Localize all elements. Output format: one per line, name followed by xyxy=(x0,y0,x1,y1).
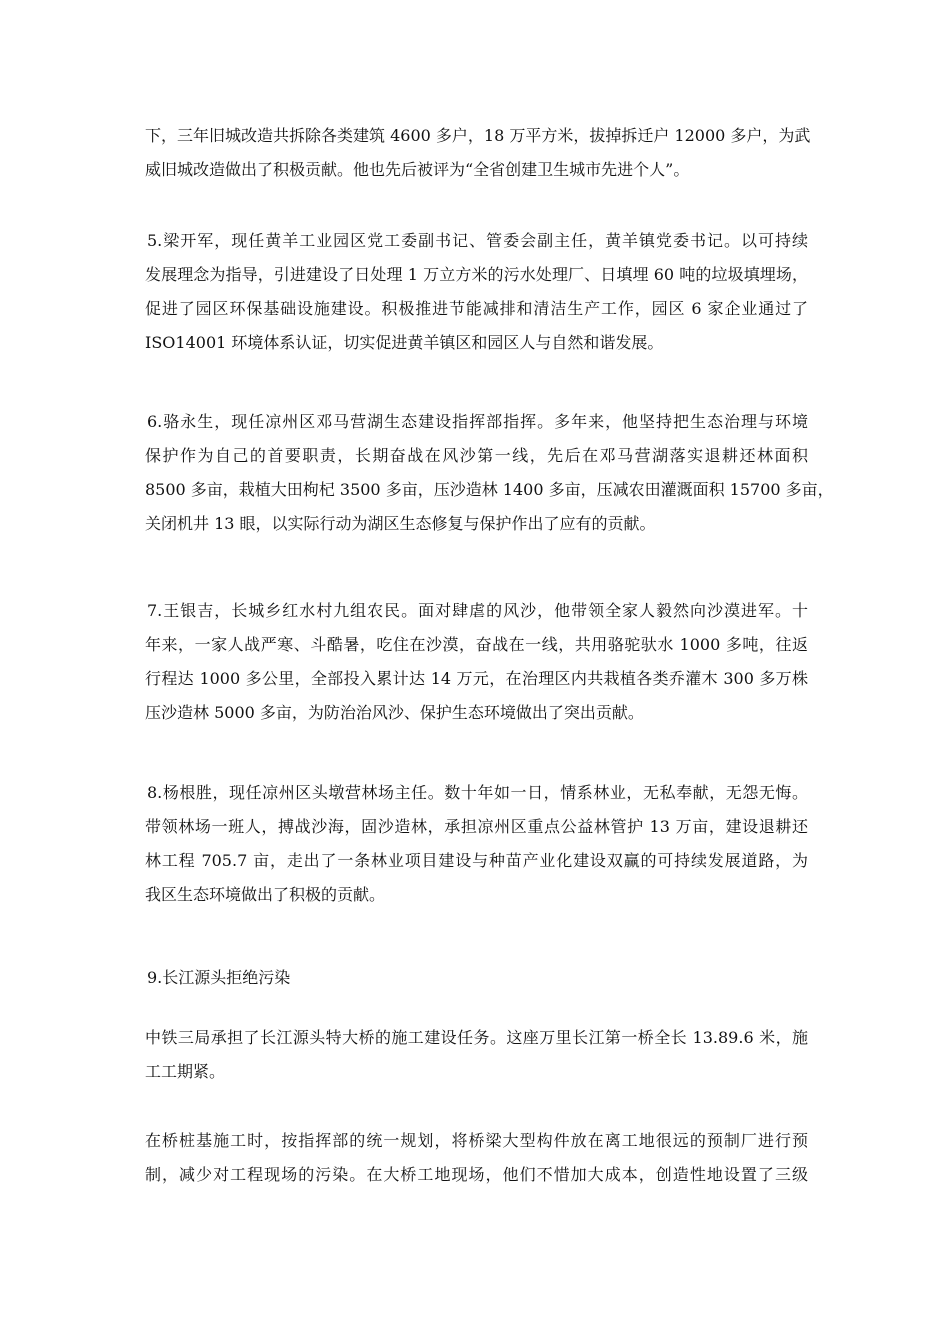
text-line: 中铁三局承担了长江源头特大桥的施工建设任务。这座万里长江第一桥全长 13.89.6 米，施 xyxy=(145,1028,808,1047)
paragraph-luo-yongsheng xyxy=(145,405,834,541)
text-line: 工工期紧。 xyxy=(145,1062,226,1081)
text-line: 促进了园区环保基础设施建设。积极推进节能减排和清洁生产工作，园区 6 家企业通过了 xyxy=(145,299,808,318)
text-line: 保护作为自己的首要职责，长期奋战在风沙第一线，先后在邓马营湖落实退耕还林面积 xyxy=(145,446,808,465)
text-line: 林工程 705.7 亩，走出了一条林业项目建设与种苗产业化建设双赢的可持续发展道路，为 xyxy=(145,851,808,870)
text-line: 下，三年旧城改造共拆除各类建筑 4600 多户，18 万平方米，拔掉拆迁户 12000 多户，为武 xyxy=(145,126,811,145)
paragraph-bridge-construction xyxy=(145,1021,808,1089)
paragraph-wang-yinji xyxy=(145,594,808,730)
text-line: 带领林场一班人，搏战沙海，固沙造林，承担凉州区重点公益林管护 13 万亩，建设退耕还 xyxy=(145,817,808,836)
text-line: 6.骆永生，现任凉州区邓马营湖生态建设指挥部指挥。多年来，他坚持把生态治理与环境 xyxy=(147,412,808,431)
text-line: 7.王银吉，长城乡红水村九组农民。面对肆虐的风沙，他带领全家人毅然向沙漠进军。十 xyxy=(147,601,808,620)
text-line: 8500 多亩，栽植大田枸杞 3500 多亩，压沙造林 1400 多亩，压减农田灌溉面积 15700 多亩， xyxy=(145,480,834,499)
text-line: 8.杨根胜，现任凉州区头墩营林场主任。数十年如一日，情系林业，无私奉献，无怨无悔。 xyxy=(147,783,808,802)
text-line: 发展理念为指导，引进建设了日处理 1 万立方米的污水处理厂、日填埋 60 吨的垃圾填埋场， xyxy=(145,265,808,284)
paragraph-old-city-renovation xyxy=(145,119,811,187)
text-line: 年来，一家人战严寒、斗酷暑，吃住在沙漠，奋战在一线，共用骆驼驮水 1000 多吨，往返 xyxy=(145,635,808,654)
text-line: 在桥桩基施工时，按指挥部的统一规划，将桥梁大型构件放在离工地很远的预制厂进行预 xyxy=(145,1131,808,1150)
text-line: 9.长江源头拒绝污染 xyxy=(147,968,291,987)
paragraph-pile-foundation xyxy=(145,1124,808,1192)
text-line: 关闭机井 13 眼，以实际行动为湖区生态修复与保护作出了应有的贡献。 xyxy=(145,514,656,533)
text-line: ISO14001 环境体系认证，切实促进黄羊镇区和园区人与自然和谐发展。 xyxy=(145,333,664,352)
text-line: 5.梁开军，现任黄羊工业园区党工委副书记、管委会副主任，黄羊镇党委书记。以可持续 xyxy=(147,231,808,250)
text-line: 制，减少对工程现场的污染。在大桥工地现场，他们不惜加大成本，创造性地设置了三级 xyxy=(145,1165,808,1184)
paragraph-yang-gensheng xyxy=(145,776,808,912)
section-heading xyxy=(145,961,808,995)
text-line: 压沙造林 5000 多亩，为防治治风沙、保护生态环境做出了突出贡献。 xyxy=(145,703,644,722)
text-line: 威旧城改造做出了积极贡献。他也先后被评为“全省创建卫生城市先进个人”。 xyxy=(145,160,690,179)
paragraph-liang-kaijun xyxy=(145,224,808,360)
text-line: 行程达 1000 多公里，全部投入累计达 14 万元，在治理区内共栽植各类乔灌木 300 多万株 xyxy=(145,669,808,688)
text-line: 我区生态环境做出了积极的贡献。 xyxy=(145,885,386,904)
